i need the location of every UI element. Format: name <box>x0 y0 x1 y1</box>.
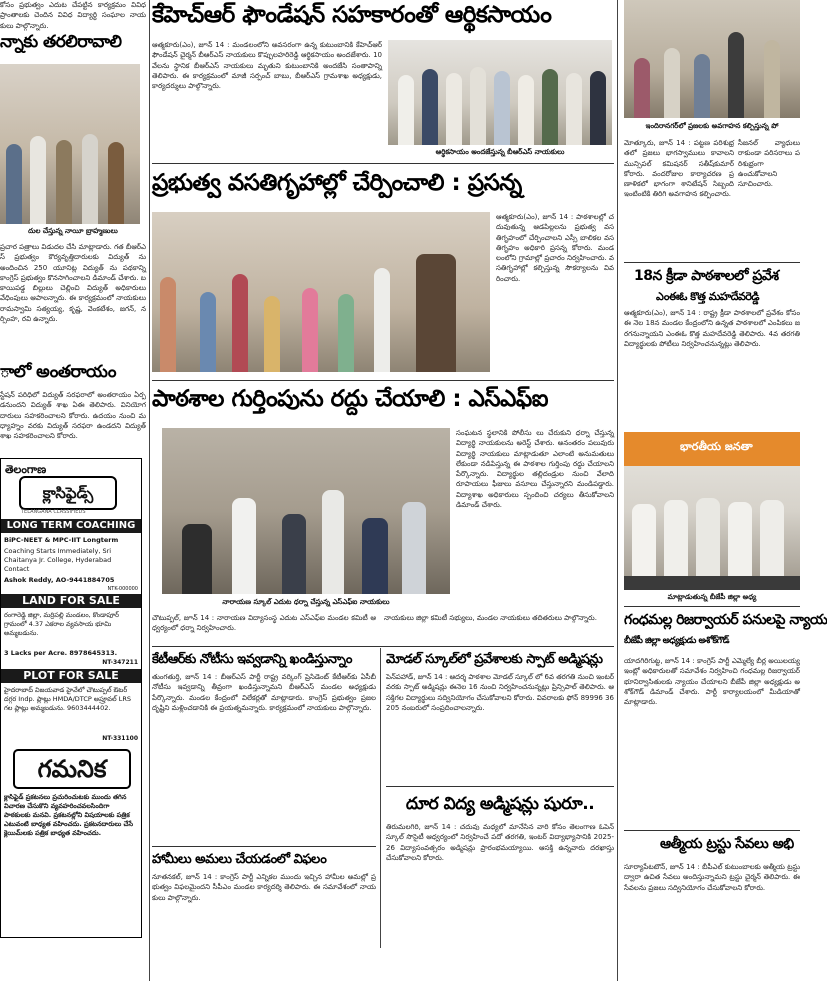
column-rule <box>380 648 381 948</box>
notice-text: క్లాసిఫైడ్ ప్రకటనలు ప్రచురించుటకు ముందు తగిన విచారణ చేసుకొని వ్యవహరించవలసిందిగా పాఠకులకు మనవి. ప్రకటనల్లోని విషయాలకు పత్రిక ఎటువంటి బాధ్యత వహించదు. ప్రకటనదారులు చేసే క్లెయిమ్‌లకు పత్రిక బాధ్యత వహించదు. <box>4 793 134 837</box>
section-rule <box>152 846 376 847</box>
photo-caption: మాట్లాడుతున్న బీజేపీ జిల్లా అధ్య <box>667 593 757 601</box>
section-rule <box>624 606 800 607</box>
classifieds-brand-sub: TELANGANA CLASSIFIEDS <box>21 509 86 515</box>
land-sale-banner: LAND FOR SALE <box>1 594 141 608</box>
coaching-contact: Ashok Reddy, AO-9441884705 <box>4 576 115 584</box>
article-headline: ాలో అంతరాయం <box>0 362 117 382</box>
article-headline: కేటీఆర్‌కు నోటీసు ఇవ్వడాన్ని ఖండిస్తున్నాం <box>152 652 352 667</box>
article-body: సీజనల్ వ్యాధులు రాకుండా పరిసరాలు పరిశుభ్రంగా ఉంచుకోవాలని సూచించారు. <box>738 139 800 189</box>
photo-caption: నారాయణ స్కూల్ ఎదుట ధర్నా చేస్తున్న ఎస్ఎఫ్ఐ నాయకులు <box>222 598 390 606</box>
news-photo <box>624 0 800 118</box>
ad-code: NT-331100 <box>102 735 138 742</box>
article-subheadline: బీజేపీ జిల్లా అధ్యక్షుడు అశోక్‌గౌడ్ <box>624 636 730 646</box>
article-body: నాయకులు జిల్లా కమిటీ సభ్యులు, మండల నాయకులు తదితరులు పాల్గొన్నారు. <box>384 614 597 622</box>
article-headline: ఆత్మీయ ట్రస్టు సేవలు అభి <box>660 836 794 852</box>
ad-code: NT-347211 <box>102 659 138 666</box>
coaching-details: Coaching Starts Immediately, Sri Chaitanya Jr. College, Hyderabad Contact <box>4 547 112 573</box>
article-headline: 18న క్రీడా పాఠశాలలో ప్రవేశ <box>634 268 779 284</box>
article-body: ఆత్మకూరు(ఎం), జూన్ 14 : మండలంలోని అవసరంగా ఉన్న కుటుంబానికి కేహెచ్ఆర్ ఫౌండేషన్ చైర్మన్ బీఆర్ఎస్ నాయకులు కొప్పులహరిరెడ్డి ఆర్థికసాయం అందజేశారు. 10వేలను స్థానిక బీఆర్ఎస్ నాయకులు మృతుని కుటుంబానికి అందజేసి సంతాపాన్ని తెలిపారు. ఈ కార్యక్రమంలో మాజీ సర్పంచ్ బాబు, బీఆర్ఎస్ గ్రామశాఖ అధ్యక్షుడు, కార్యదర్శులు పాల్గొన్నారు. <box>152 41 382 91</box>
photo-caption: ఆర్థికసాయం అందజేస్తున్న బీఆర్ఎస్ నాయకులు <box>435 148 565 156</box>
ad-code: NTK-000000 <box>107 586 138 592</box>
section-rule <box>152 380 614 381</box>
article-body: సంఘటన స్థలానికి పోలీసు లు చేరుకుని ధర్నా చేస్తున్న విద్యార్థి నాయకులను అరెస్ట్ చేశారు. అనంతరం పలువురు విద్యార్థి నాయకులు మాట్లాడుతూ ఎలాంటి అనుమతులు లేకుండా నడిపిస్తున్న ఈ పాఠశాల గుర్తింపు రద్దు చేయాలని పేర్కొన్నారు. విద్యార్థుల తల్లిదండ్రుల నుంచి వేలాది రూపాయలు ఫీజులు వసూలు చేస్తున్నారని మండిపడ్డారు. విద్యాశాఖ అధికారులు స్పందించి చర్యలు తీసుకోవాలని డిమాండ్ చేశారు. <box>456 429 614 510</box>
article-body: చౌటుప్పల్, జూన్ 14 : నారాయణ విద్యాసంస్థ ఎదుట ఎస్ఎఫ్ఐ మండల కమిటీ ఆధ్వర్యంలో ధర్నా నిర్వహించారు. <box>152 614 376 633</box>
article-headline: ప్రభుత్వ వసతిగృహాల్లో చేర్పించాలి : ప్రసన్న <box>152 170 522 196</box>
article-headline: దూర విద్య అడ్మిషన్లు షురూ.. <box>405 794 595 814</box>
column-rule <box>149 0 150 981</box>
article-body: సూర్యాపేటటౌన్, జూన్ 14 : బీపీఎల్ కుటుంబాలకు ఆత్మీయ ట్రస్టు ద్వారా ఉచిత సేవలు అందిస్తున్నామని ట్రస్టు చైర్మన్ తెలిపారు. ఈ సేవలను ప్రజలు సద్వినియోగం చేసుకోవాలని కోరారు. <box>624 863 800 892</box>
article-body: తిరుమలగిరి, జూన్ 14 : చదువు మధ్యలో మానేసిన వారి కోసం తెలంగాణ ఓపెన్ స్కూల్ సొసైటీ ఆధ్వర్యంలో నిర్వహించే పదో తరగతి, ఇంటర్ విద్యాభ్యాసానికి 2025-26 విద్యాసంవత్సరం అడ్మిషన్లు ప్రారంభమయ్యాయి. ఆసక్తి ఉన్నవారు దరఖాస్తు చేసుకోవాలని కోరారు. <box>386 823 614 862</box>
article-body: యాదగిరిగుట్ట, జూన్ 14 : కాంగ్రెస్ పార్టీ ఎమ్మెల్యే బీర్ల అయిలయ్య ఇంట్లో అధికారులతో సమావేశం నిర్వహించి గంధమల్ల రిజర్వాయర్ భూనిర్వాసితులకు న్యాయం చేయాలని బీజేపీ జిల్లా అధ్యక్షుడు అశోక్‌గౌడ్ డిమాండ్ చేశారు. పార్టీ కార్యాలయంలో మీడియాతో మాట్లాడారు. <box>624 657 800 707</box>
coaching-banner: LONG TERM COACHING <box>1 519 141 533</box>
article-fragment-text: కోసం ప్రభుత్వం ఎదుట చేపట్టిన కార్యక్రమం వివిధ ప్రాంతాలకు చెందిన వివిధ విద్యార్థి సంఘాల నాయకులు పాల్గొన్నారు. <box>0 1 146 30</box>
article-body: పెన్‌పహాడ్, జూన్ 14 : ఆదర్శ పాఠశాల మోడల్ స్కూల్ లో 6వ తరగతి నుంచి ఇంటర్ వరకు స్పాట్ అడ్మిషన్లు ఈనెల 16 నుంచి నిర్వహించనున్నట్లు ప్రిన్సిపాల్ తెలిపారు. ఆసక్తిగల విద్యార్థులు సద్వినియోగం చేసుకోవాలని కోరారు. వివరాలకు ఫోన్ 89996 36205 నంబరులో సంప్రదించాలన్నారు. <box>386 673 614 712</box>
article-subheadline: ఎంఈఓ కొత్త మహదేవరెడ్డి <box>656 290 759 303</box>
section-rule <box>624 262 800 263</box>
plot-sale-text: హైదరాబాద్ విజయవాడ హైవేలో చౌటుప్పల్ ఔటర్ దగ్గర Indp. ప్లాట్లు HMDA/DTCP అప్రూవల్ LRS గల ప్లాట్లు అమ్మబడును. 9603444402. <box>4 686 131 712</box>
right-column <box>620 0 827 981</box>
article-body: మోత్కూరు, జూన్ 14 : పట్టణ పరిశుభ్రతలో ప్రజలు భాగస్వాములు కావాలని మున్సిపల్ కమిషనర్ సతీష్‌కుమార్ కోరారు. వందరోజుల కార్యాచరణ ప్రణాళికలో భాగంగా శానిటేషన్ సిబ్బంది ఇంటింటికి తిరిగి అవగాహన కల్పించారు. <box>624 139 734 199</box>
party-banner-text: భారతీయ జనతా <box>680 440 753 453</box>
section-rule <box>152 163 614 164</box>
coaching-courses: BiPC-NEET & MPC-IIT Longterm <box>4 536 119 544</box>
article-headline: న్నాకు తరలిరావాలి <box>0 32 122 52</box>
section-rule <box>624 830 800 831</box>
left-column <box>0 0 146 981</box>
article-headline: హామీలు అమలు చేయడంలో విఫలం <box>152 852 327 867</box>
press-table <box>624 576 800 590</box>
plot-sale-banner: PLOT FOR SALE <box>1 669 141 683</box>
photo-caption: ఇందిరానగర్‌లో ప్రజలకు అవగాహన కల్పిస్తున్న పో <box>645 122 779 130</box>
center-column <box>152 0 614 981</box>
news-photo <box>388 40 612 145</box>
article-body: ఆత్మకూరు(ఎం), జూన్ 14 : పాఠశాలల్లో చదువుతున్న ఆడపిల్లలను ప్రభుత్వ వసతిగృహంలో చేర్పించాలని ఎస్సీ బాలికల వసతిగృహం అధికారి ప్రసన్న కోరారు. మండలంలోని గ్రామాల్లో ప్రచారం నిర్వహించారు. వసతిగృహాల్లో కల్పిస్తున్న సౌకర్యాలను వివరించారు. <box>496 213 614 283</box>
land-sale-text: రంగారెడ్డి జిల్లా, మర్రిపల్లి మండలం, కొండాపూర్ గ్రామంలో 4.37 ఎకరాల వ్యవసాయ భూమి అమ్మబడును. <box>4 611 119 637</box>
article-body: ప్రచార పత్రాలు విడుదల చేసి మాట్లాడారు. గత బీఆర్ఎస్ ప్రభుత్వం కౌర్యవృత్తిదారులకు విద్యుత్ ను అందించిన 250 యూనిట్ల విద్యుత్ ను పథకాన్ని కాంగ్రెస్ ప్రభుత్వం కొనసాగించాలని డిమాండ్ చేశారు. బకాయిపడ్డ బిల్లులు చెల్లించి విద్యుత్ అధికారులు వేధింపులు ఆపాలన్నారు. ఈ కార్యక్రమంలో నాయకులు రామస్వామి సత్యయ్య, కృష్ణ, వెంకటేశం, జగన్, నర్సింహ, రవి ఉన్నారు. <box>0 243 146 324</box>
land-sale-price: 3 Lacks per Acre. 8978645313. <box>4 649 118 657</box>
party-banner <box>624 432 800 466</box>
article-headline: గంధమల్ల రిజర్వాయర్ పనులపై న్యాయ <box>624 612 827 628</box>
article-body: స్టేషన్ పరిధిలో విద్యుత్ సరఫరాలో అంతరాయం ఏర్పడనుందని విద్యుత్ శాఖ ఏఈ తెలిపారు. వినియోగదారులు సహకరించాలని కోరారు. ఉదయం నుంచి మధ్యాహ్నం వరకు విద్యుత్ సరఫరా ఉండదని విద్యుత్ శాఖ సహకరించాలని కోరారు. <box>0 391 146 441</box>
news-photo <box>0 64 140 224</box>
article-body: నూతనకల్, జూన్ 14 : కాంగ్రెస్ పార్టీ ఎన్నికల ముందు ఇచ్చిన హామీల అమల్లో ప్రభుత్వం విఫలమైందని సీపీఎం మండల కార్యదర్శి తెలిపారు. ఈ సమావేశంలో నాయకులు పాల్గొన్నారు. <box>152 873 376 902</box>
column-rule <box>617 0 618 981</box>
article-body: తుంగతుర్తి, జూన్ 14 : బీఆర్ఎస్ పార్టీ రాష్ట్ర వర్కింగ్ ప్రెసిడెంట్ కేటీఆర్‌కు ఏసీబీ నోటీసు ఇవ్వడాన్ని తీవ్రంగా ఖండిస్తున్నామని బీఆర్ఎస్ మండల అధ్యక్షుడు పేర్కొన్నారు. మండల కేంద్రంలో విలేకర్లతో మాట్లాడారు. కాంగ్రెస్ ప్రభుత్వం ప్రజల దృష్టిని మళ్లించడానికి ఈ ప్రయత్నమన్నారు. కార్యక్రమంలో నాయకులు పాల్గొన్నారు. <box>152 673 376 712</box>
classifieds-logo: క్లాసిఫైడ్స్ <box>19 476 117 510</box>
news-photo <box>152 212 490 372</box>
article-body: ఆత్మకూరు(ఎం), జూన్ 14 : రాష్ట్ర క్రీడా పాఠశాలలో ప్రవేశం కోసం ఈ నెల 18న మండల కేంద్రంలోని ఉన్నత పాఠశాలలో ఎంపికలు జరగనున్నాయని ఎంఈఓ కొత్త మహదేవరెడ్డి తెలిపారు. 4వ తరగతి విద్యార్థులకు పోటీలు నిర్వహించనున్నట్లు తెలిపారు. <box>624 309 800 348</box>
article-headline: మోడల్ స్కూల్‌లో ప్రవేశాలకు స్పాట్ అడ్మిషన్లు <box>386 652 603 667</box>
classifieds-brand-top: తెలంగాణ <box>5 463 47 476</box>
news-photo <box>624 432 800 590</box>
photo-caption: దుల చేస్తున్న నాయీ బ్రాహ్మణులు <box>28 227 118 235</box>
classifieds-ad <box>0 458 142 938</box>
section-rule <box>152 646 614 647</box>
article-headline: పాఠశాల గుర్తింపును రద్దు చేయాలి : ఎస్ఎఫ్ఐ <box>152 386 548 412</box>
article-headline: కేహెచ్ఆర్ ఫౌండేషన్ సహకారంతో ఆర్థికసాయం <box>152 2 552 28</box>
section-rule <box>386 786 614 787</box>
notice-title: గమనిక <box>13 749 131 789</box>
news-photo <box>162 428 450 594</box>
